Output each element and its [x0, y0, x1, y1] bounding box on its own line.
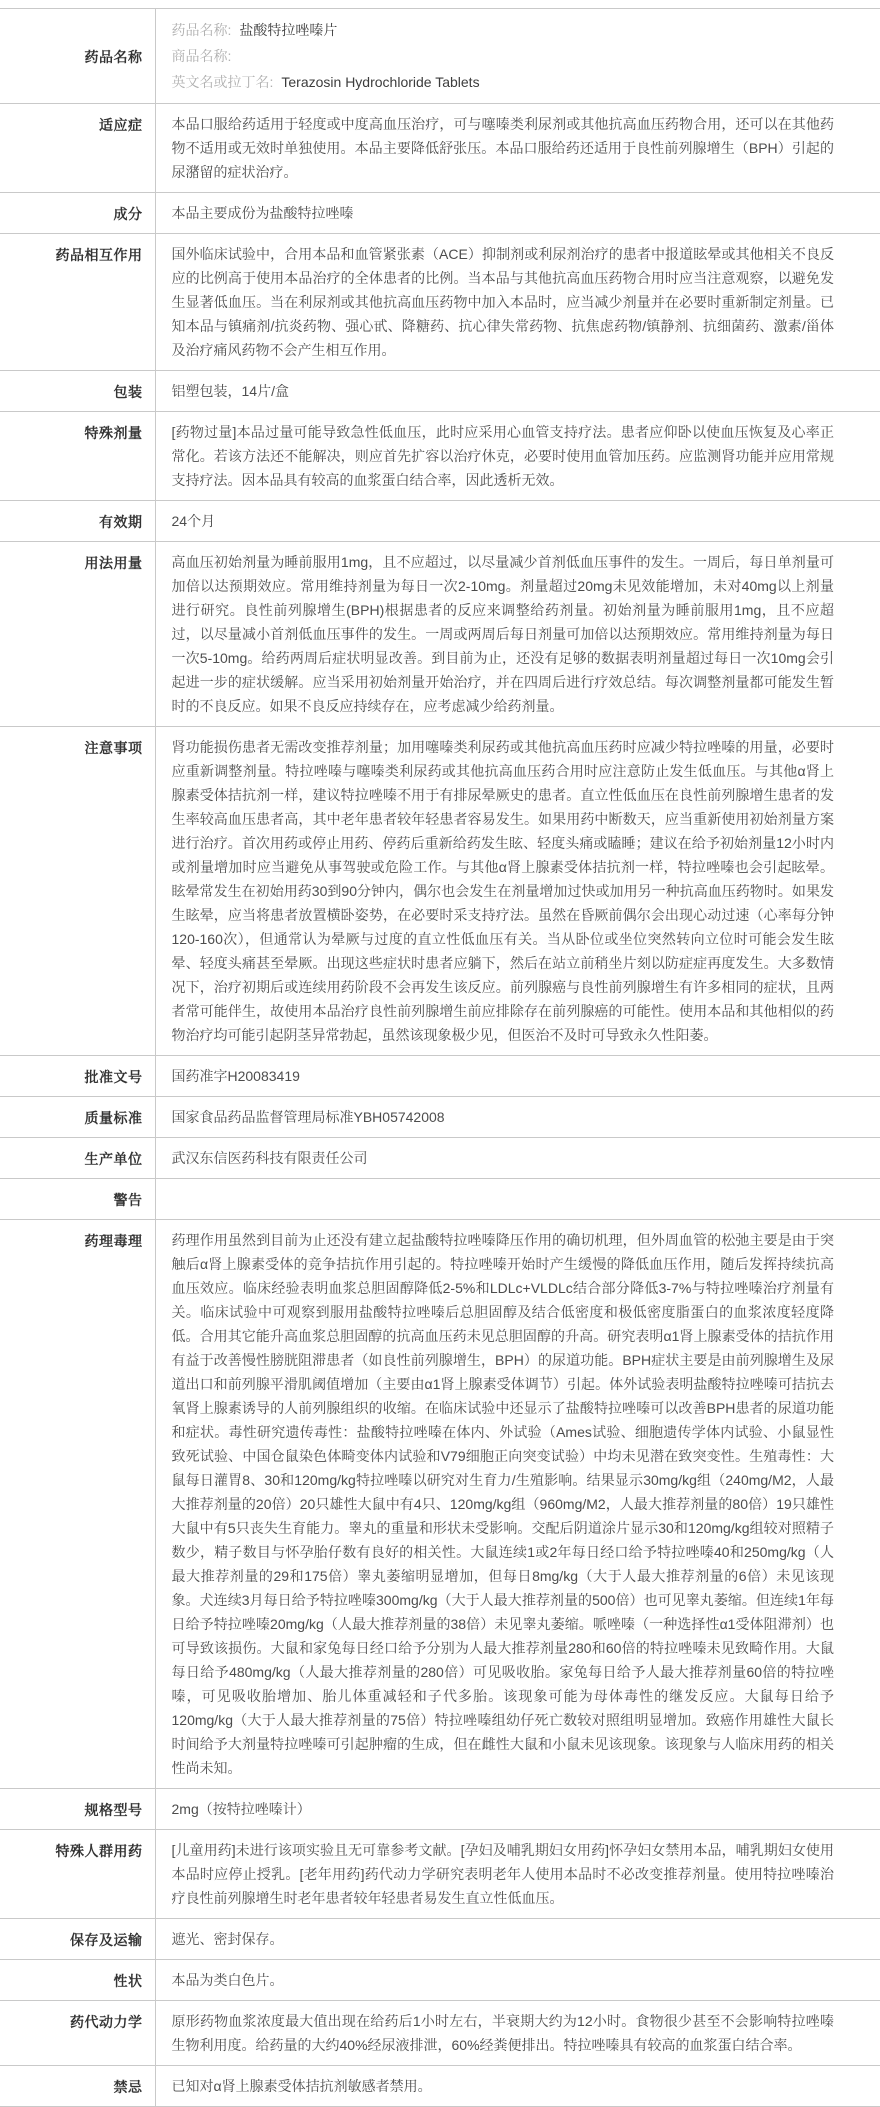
row-label: 注意事项 — [0, 727, 155, 1056]
table-row — [0, 1919, 880, 1960]
table-row — [0, 1056, 880, 1097]
row-label: 有效期 — [0, 501, 155, 542]
table-row — [0, 1138, 880, 1179]
row-label: 性状 — [0, 1960, 155, 2001]
row-content: 24个月 — [155, 501, 880, 542]
row-content: 铝塑包装，14片/盒 — [155, 371, 880, 412]
row-label: 保存及运输 — [0, 1919, 155, 1960]
row-label: 药品相互作用 — [0, 234, 155, 371]
table-row — [0, 1960, 880, 2001]
row-label: 特殊人群用药 — [0, 1830, 155, 1919]
table-row — [0, 193, 880, 234]
row-content — [155, 1179, 880, 1220]
row-label: 质量标准 — [0, 1097, 155, 1138]
table-row — [0, 1179, 880, 1220]
field-key: 商品名称: — [171, 48, 232, 64]
row-label: 药品名称 — [0, 9, 155, 104]
row-label: 规格型号 — [0, 1789, 155, 1830]
row-content: 本品主要成份为盐酸特拉唑嗪 — [155, 193, 880, 234]
table-row — [0, 104, 880, 193]
table-row — [0, 727, 880, 1056]
row-content: 药理作用虽然到目前为止还没有建立起盐酸特拉唑嗪降压作用的确切机理，但外周血管的松弛主要是由于突触后α肾上腺素受体的竞争拮抗作用引起的。特拉唑嗪开始时产生缓慢的降低血压作用，随后发挥持续抗高血压效应。临床经验表明血浆总胆固醇降低2-5%和LDLc+VLDLc结合部分降低3-7%与特拉唑嗪治疗剂量有关。临床试验中可观察到服用盐酸特拉唑嗪后总胆固醇及结合低密度和极低密度脂蛋白的血浆浓度轻度降低。合用其它能升高血浆总胆固醇的抗高血压药未见总胆固醇的升高。研究表明α1肾上腺素受体的拮抗作用有益于改善慢性膀胱阻滞患者（如良性前列腺增生，BPH）的尿道功能。BPH症状主要是由前列腺增生及尿道出口和前列腺平滑肌阈值增加（主要由α1肾上腺素受体调节）引起。体外试验表明盐酸特拉唑嗪可拮抗去氧肾上腺素诱导的人前列腺组织的收缩。在临床试验中还显示了盐酸特拉唑嗪可以改善BPH患者的尿道功能和症状。毒性研究遗传毒性：盐酸特拉唑嗪在体内、外试验（Ames试验、细胞遗传学体内试验、小鼠显性致死试验、中国仓鼠染色体畸变体内试验和V79细胞正向突变试验）中均未见潜在致突变性。生殖毒性：大鼠每日灌胃8、30和120mg/kg特拉唑嗪以研究对生育力/生殖影响。结果显示30mg/kg组（240mg/M2，人最大推荐剂量的20倍）20只雄性大鼠中有4只、120mg/kg组（960mg/M2，人最大推荐剂量的80倍）19只雄性大鼠中有5只丧失生育能力。睾丸的重量和形状未受影响。交配后阴道涂片显示30和120mg/kg组较对照精子数少，精子数目与怀孕胎仔数有良好的相关性。大鼠连续1或2年每日经口给予特拉唑嗪40和250mg/kg（人最大推荐剂量的29和175倍）睾丸萎缩明显增加，但每日8mg/kg（大于人最大推荐剂量的6倍）未见该现象。犬连续3月每日给予特拉唑嗪300mg/kg（大于人最大推荐剂量的500倍）也可见睾丸萎缩。但连续1年每日给予特拉唑嗪20mg/kg（人最大推荐剂量的38倍）未见睾丸萎缩。哌唑嗪（一种选择性α1受体阻滞剂）也可导致该损伤。大鼠和家兔每日经口给予分别为人最大推荐剂量280和60倍的特拉唑嗪未见致畸作用。大鼠每日给予480mg/kg（人最大推荐剂量的280倍）可见吸收胎。家兔每日给予人最大推荐剂量60倍的特拉唑嗪，可见吸收胎增加、胎儿体重减轻和子代多胎。该现象可能为母体毒性的继发反应。大鼠每日给予120mg/kg（大于人最大推荐剂量的75倍）特拉唑嗪组幼仔死亡数较对照组明显增加。致癌作用雄性大鼠长时间给予大剂量特拉唑嗪可引起肿瘤的生成，但在雌性大鼠和小鼠未见该现象。该现象与人临床用药的相关性尚未知。 — [155, 1220, 880, 1789]
row-label: 禁忌 — [0, 2066, 155, 2107]
name-field-line — [172, 43, 835, 69]
row-label: 警告 — [0, 1179, 155, 1220]
name-field-line — [172, 69, 835, 95]
row-label: 成分 — [0, 193, 155, 234]
row-label: 批准文号 — [0, 1056, 155, 1097]
field-value: Terazosin Hydrochloride Tablets — [281, 74, 480, 90]
row-content: 本品为类白色片。 — [155, 1960, 880, 2001]
row-label: 特殊剂量 — [0, 412, 155, 501]
table-row — [0, 1830, 880, 1919]
row-content: 国外临床试验中，合用本品和血管紧张素（ACE）抑制剂或利尿剂治疗的患者中报道眩晕或其他相关不良反应的比例高于使用本品治疗的全体患者的比例。当本品与其他抗高血压药物合用时应当注意观察，以避免发生显著低血压。当在利尿剂或其他抗高血压药物中加入本品时，应当减少剂量并在必要时重新制定剂量。已知本品与镇痛剂/抗炎药物、强心甙、降糖药、抗心律失常药物、抗焦虑药物/镇静剂、抗细菌药、激素/甾体及治疗痛风药物不会产生相互作用。 — [155, 234, 880, 371]
table-row — [0, 1220, 880, 1789]
row-content: [药物过量]本品过量可能导致急性低血压，此时应采用心血管支持疗法。患者应仰卧以使血压恢复及心率正常化。若该方法还不能解决，则应首先扩容以治疗休克，必要时使用血管加压药。应监测肾功能并应用常规支持疗法。因本品具有较高的血浆蛋白结合率，因此透析无效。 — [155, 412, 880, 501]
row-content: 国药准字H20083419 — [155, 1056, 880, 1097]
row-content: 高血压初始剂量为睡前服用1mg，且不应超过，以尽量减少首剂低血压事件的发生。一周后，每日单剂量可加倍以达预期效应。常用维持剂量为每日一次2-10mg。剂量超过20mg未见效能增加，未对40mg以上剂量进行研究。良性前列腺增生(BPH)根据患者的反应来调整给药剂量。初始剂量为睡前服用1mg，且不应超过，以尽量减小首剂低血压事件的发生。一周或两周后每日剂量可加倍以达预期效应。常用维持剂量为每日一次5-10mg。给药两周后症状明显改善。到目前为止，还没有足够的数据表明剂量超过每日一次10mg会引起进一步的症状缓解。应当采用初始剂量开始治疗，并在四周后进行疗效总结。每次调整剂量都可能发生暂时的不良反应。如果不良反应持续存在，应考虑减少给药剂量。 — [155, 542, 880, 727]
table-row — [0, 371, 880, 412]
row-content: 遮光、密封保存。 — [155, 1919, 880, 1960]
table-row — [0, 412, 880, 501]
table-row — [0, 234, 880, 371]
row-content: 武汉东信医药科技有限责任公司 — [155, 1138, 880, 1179]
table-row — [0, 501, 880, 542]
row-content — [155, 9, 880, 104]
row-content: 肾功能损伤患者无需改变推荐剂量；加用噻嗪类利尿药或其他抗高血压药时应减少特拉唑嗪的用量，必要时应重新调整剂量。特拉唑嗪与噻嗪类利尿药或其他抗高血压药合用时应注意防止发生低血压。与其他α肾上腺素受体拮抗剂一样，建议特拉唑嗪不用于有排尿晕厥史的患者。直立性低血压在良性前列腺增生患者的发生率较高血压患者高，其中老年患者较年轻患者容易发生。如果用药中断数天，应当重新使用初始剂量方案进行治疗。首次用药或停止用药、停药后重新给药发生眩、轻度头痛或瞌睡；建议在给予初始剂量12小时内或剂量增加时应当避免从事驾驶或危险工作。与其他α肾上腺素受体拮抗剂一样，特拉唑嗪也会引起眩晕。眩晕常发生在初始用药30到90分钟内，偶尔也会发生在剂量增加过快或加用另一种抗高血压药物时。如果发生眩晕，应当将患者放置横卧姿势，在必要时采支持疗法。虽然在昏厥前偶尔会出现心动过速（心率每分钟120-160次），但通常认为晕厥与过度的直立性低血压有关。当从卧位或坐位突然转向立位时可能会发生眩晕、轻度头痛甚至晕厥。出现这些症状时患者应躺下，然后在站立前稍坐片刻以防症症再度发生。大多数情况下，治疗初期后或连续用药阶段不会再发生该反应。前列腺癌与良性前列腺增生有许多相同的症状，且两者常可能伴生，故使用本品治疗良性前列腺增生前应排除存在前列腺癌的可能性。使用本品和其他相似的药物治疗均可能引起阴茎异常勃起，虽然该现象极少见，但医治不及时可导致永久性阳萎。 — [155, 727, 880, 1056]
row-label: 药代动力学 — [0, 2001, 155, 2066]
table-row — [0, 542, 880, 727]
table-row — [0, 1097, 880, 1138]
row-label: 药理毒理 — [0, 1220, 155, 1789]
row-label: 包装 — [0, 371, 155, 412]
row-content: 国家食品药品监督管理局标准YBH05742008 — [155, 1097, 880, 1138]
row-content: 原形药物血浆浓度最大值出现在给药后1小时左右，半衰期大约为12小时。食物很少甚至不会影响特拉唑嗪生物利用度。给药量的大约40%经尿液排泄，60%经粪便排出。特拉唑嗪具有较高的血浆蛋白结合率。 — [155, 2001, 880, 2066]
row-label: 适应症 — [0, 104, 155, 193]
field-value: 盐酸特拉唑嗪片 — [239, 22, 338, 38]
row-label: 生产单位 — [0, 1138, 155, 1179]
name-field-line — [172, 17, 835, 43]
table-row — [0, 2066, 880, 2107]
table-row — [0, 1789, 880, 1830]
row-content: 2mg（按特拉唑嗪计） — [155, 1789, 880, 1830]
table-row — [0, 2001, 880, 2066]
drug-info-table — [0, 8, 880, 2107]
row-content: 本品口服给药适用于轻度或中度高血压治疗，可与噻嗪类利尿剂或其他抗高血压药物合用，还可以在其他药物不适用或无效时单独使用。本品主要降低舒张压。本品口服给药还适用于良性前列腺增生（BPH）引起的尿潴留的症状治疗。 — [155, 104, 880, 193]
table-row — [0, 9, 880, 104]
row-label: 用法用量 — [0, 542, 155, 727]
row-content: 已知对α肾上腺素受体拮抗剂敏感者禁用。 — [155, 2066, 880, 2107]
field-key: 英文名或拉丁名: — [171, 74, 274, 90]
field-key: 药品名称: — [171, 22, 232, 38]
row-content: [儿童用药]未进行该项实验且无可靠参考文献。[孕妇及哺乳期妇女用药]怀孕妇女禁用本品，哺乳期妇女使用本品时应停止授乳。[老年用药]药代动力学研究表明老年人使用本品时不必改变推荐剂量。使用特拉唑嗪治疗良性前列腺增生时老年患者较年轻患者易发生直立性低血压。 — [155, 1830, 880, 1919]
